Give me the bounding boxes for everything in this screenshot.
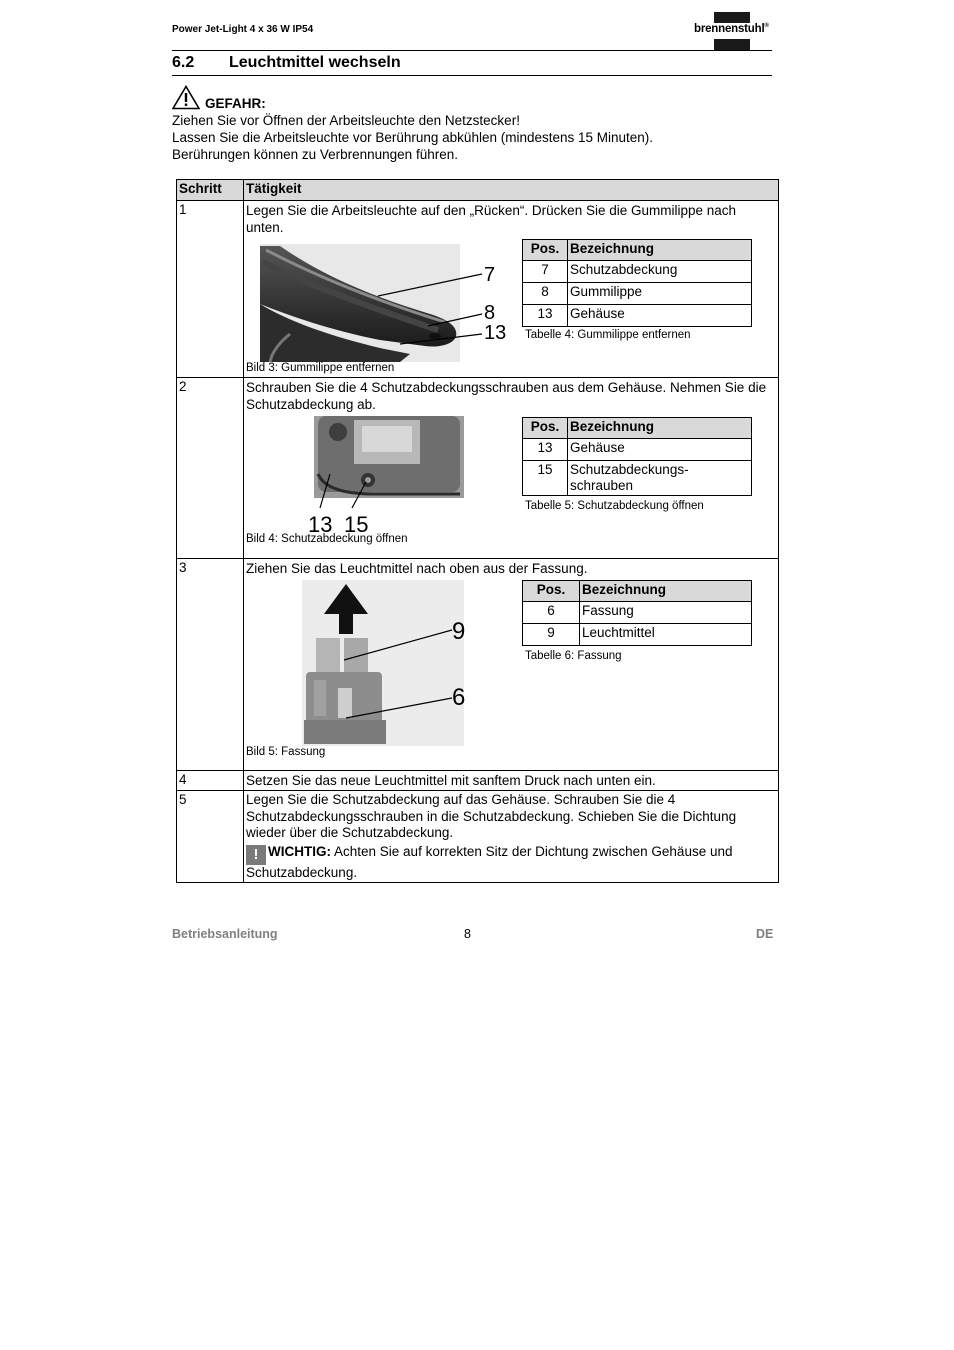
figure-caption: Bild 4: Schutzabdeckung öffnen [246,533,408,545]
figure-socket-photo [302,580,472,746]
label-8: 8 [484,302,496,324]
step-text: Setzen Sie das neue Leuchtmittel mit sanftem Druck nach unten ein. [244,771,779,791]
header-rule [172,50,772,51]
table-row [177,201,779,378]
pos-header: Pos. [523,240,568,261]
step-number: 4 [177,771,244,791]
position-table [522,417,752,496]
step-cell [244,791,779,883]
warning-triangle-icon [172,85,200,110]
section-title: Leuchtmittel wechseln [229,54,401,71]
designation-cell: Leuchtmittel [580,624,752,646]
pos-cell: 8 [523,283,568,305]
pos-cell: 13 [523,439,568,461]
exclamation-icon: ! [246,845,266,865]
table-caption: Tabelle 6: Fassung [525,650,622,662]
document-title: Power Jet-Light 4 x 36 W IP54 [172,24,314,35]
label-15: 15 [344,512,369,537]
step-cell [244,201,779,378]
position-table [522,580,752,646]
pos-cell: 6 [523,602,580,624]
table-caption: Tabelle 5: Schutzabdeckung öffnen [525,500,704,512]
table-header-row [177,180,779,201]
table-row [523,439,752,461]
footer-language: DE [756,927,774,941]
designation-cell: Gehäuse [568,305,752,327]
figure-cover-screws-photo [304,416,464,544]
table-row [523,461,752,496]
designation-cell: Gehäuse [568,439,752,461]
table-row [523,283,752,305]
important-text: Achten Sie auf korrekten Sitz der Dichtung zwischen Gehäuse und Schutzabdeckung. [246,843,733,880]
header-activity: Tätigkeit [244,180,779,201]
label-7: 7 [484,264,496,286]
table-row [177,378,779,559]
important-note [246,844,776,882]
designation-header: Bezeichnung [568,240,752,261]
pos-cell: 7 [523,261,568,283]
warning-line-3: Berührungen können zu Verbrennungen führen. [172,147,458,162]
warning-line-2: Lassen Sie die Arbeitsleuchte vor Berührung abkühlen (mindestens 15 Minuten). [172,130,654,145]
page-number: 8 [464,927,471,941]
footer-doc-type: Betriebsanleitung [172,927,278,941]
pos-header: Pos. [523,418,568,439]
step-text: Schrauben Sie die 4 Schutzabdeckungsschrauben aus dem Gehäuse. Nehmen Sie die Schutzabdeckung ab. [246,380,767,412]
step-text: Legen Sie die Schutzabdeckung auf das Gehäuse. Schrauben Sie die 4 Schutzabdeckungsschrauben in die Schutzabdeckung. Schieben Sie die Dichtung wieder über die Schutzabdeckung. [246,792,737,840]
step-number: 5 [177,791,244,883]
step-cell [244,559,779,771]
figure-caption: Bild 3: Gummilippe entfernen [246,362,395,374]
step-text: Legen Sie die Arbeitsleuchte auf den „Rücken“. Drücken Sie die Gummilippe nach unten. [246,203,737,235]
table-row [177,771,779,791]
designation-header: Bezeichnung [568,418,752,439]
pos-header: Pos. [523,581,580,602]
designation-cell: Fassung [580,602,752,624]
section-number: 6.2 [172,54,195,71]
figure-rubber-lip-photo [260,244,520,362]
step-number: 3 [177,559,244,771]
designation-cell: Schutzabdeckungs- schrauben [568,461,752,496]
table-row [523,305,752,327]
step-cell [244,378,779,559]
table-row [177,559,779,771]
position-table [522,239,752,327]
header-step: Schritt [177,180,244,201]
designation-cell: Schutzabdeckung [568,261,752,283]
designation-cell: Gummilippe [568,283,752,305]
figure-caption: Bild 5: Fassung [246,746,326,758]
pos-cell: 15 [523,461,568,496]
warning-line-1: Ziehen Sie vor Öffnen der Arbeitsleuchte den Netzstecker! [172,113,520,128]
step-number: 2 [177,378,244,559]
table-row [523,624,752,646]
label-13: 13 [484,322,507,344]
table-row [177,791,779,883]
designation-header: Bezeichnung [580,581,752,602]
table-caption: Tabelle 4: Gummilippe entfernen [525,329,691,341]
label-6: 6 [452,684,466,711]
label-13: 13 [308,512,333,537]
step-number: 1 [177,201,244,378]
brand-logo: brennenstuhl® [694,12,776,50]
pos-cell: 13 [523,305,568,327]
table-row [523,602,752,624]
label-9: 9 [452,618,466,645]
table-row [523,261,752,283]
section-rule [172,75,772,76]
warning-label: GEFAHR: [205,96,266,111]
important-label: WICHTIG: [268,843,331,859]
steps-table [176,179,779,883]
pos-cell: 9 [523,624,580,646]
step-text: Ziehen Sie das Leuchtmittel nach oben aus der Fassung. [246,561,588,576]
